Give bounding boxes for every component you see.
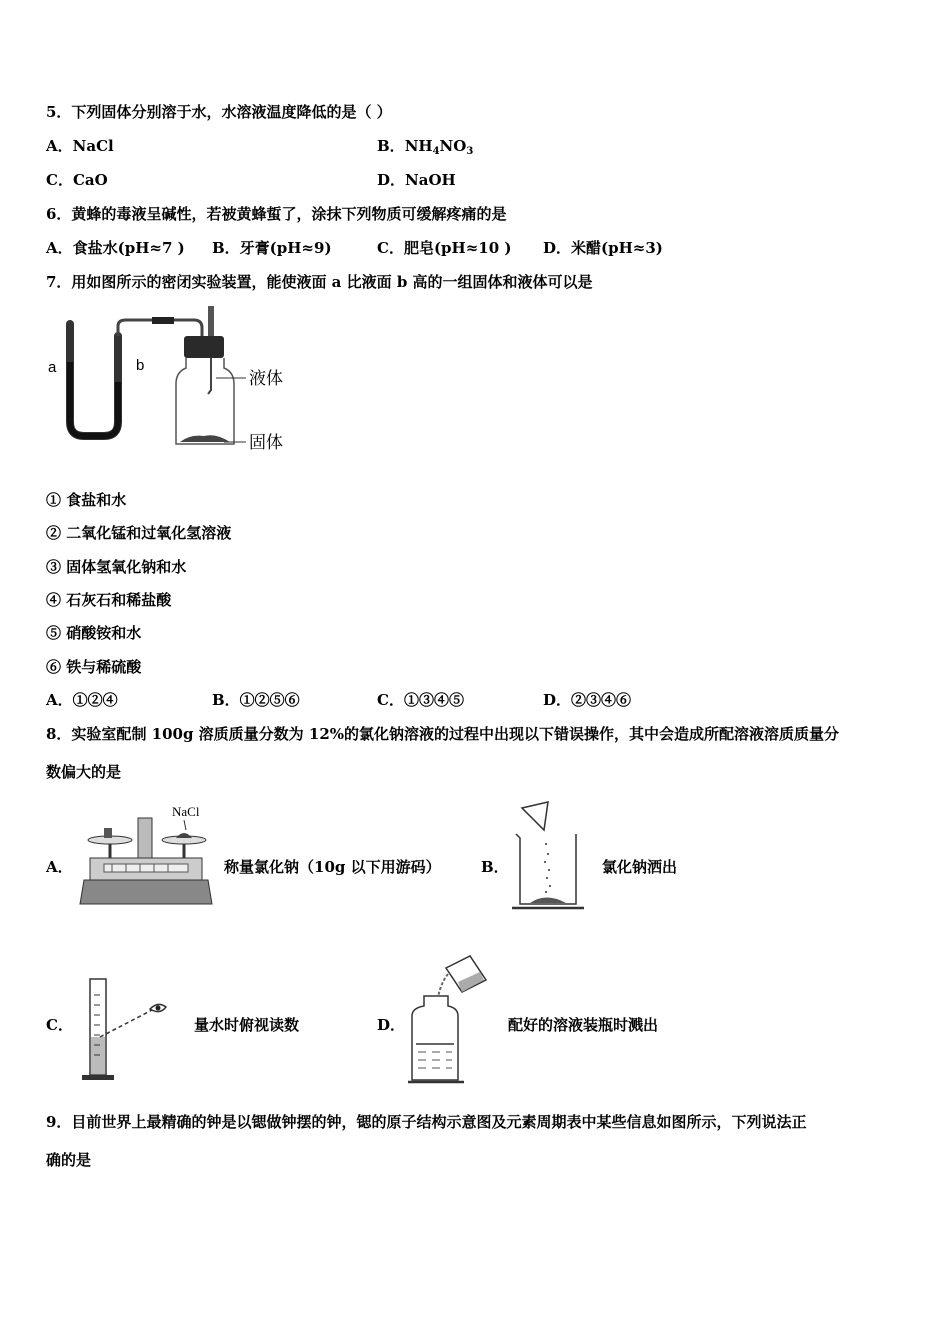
q7-option-a: A．①②④ [46, 691, 118, 709]
q8-stem-line2: 数偏大的是 [46, 763, 122, 781]
q7-item-2: ② 二氧化锰和过氧化氢溶液 [46, 524, 232, 542]
q6-option-c: C．肥皂(pH≈10 ) [377, 239, 512, 257]
q7-option-d: D．②③④⑥ [543, 691, 632, 709]
q5-option-c: C．CaO [46, 171, 108, 189]
q8-option-d-caption: 配好的溶液装瓶时溅出 [508, 1016, 659, 1034]
q8-option-c-letter: C． [46, 1016, 73, 1034]
q8-option-d-letter: D． [377, 1016, 406, 1034]
q7-stem: 7．用如图所示的密闭实验装置，能使液面 a 比液面 b 高的一组固体和液体可以是 [46, 273, 593, 291]
q8-balance-figure [76, 800, 216, 910]
q7-item-4: ④ 石灰石和稀盐酸 [46, 591, 172, 609]
q7-label-liquid: 液体 [249, 369, 283, 389]
q7-label-b: b [136, 357, 145, 374]
q6-option-a: A．食盐水(pH≈7 ) [46, 239, 185, 257]
q7-option-b: B．①②⑤⑥ [212, 691, 300, 709]
q7-apparatus-figure [44, 302, 304, 462]
q8-bottle-pour-figure [406, 952, 496, 1086]
q8-beaker-spill-figure [510, 800, 590, 912]
q9-stem-line2: 确的是 [46, 1151, 92, 1169]
q8-option-b-caption: 氯化钠洒出 [602, 858, 678, 876]
q9-stem-line1: 9．目前世界上最精确的钟是以锶做钟摆的钟，锶的原子结构示意图及元素周期表中某些信息如图所示，下列说法正 [46, 1113, 807, 1131]
q7-item-3: ③ 固体氢氧化钠和水 [46, 558, 187, 576]
q7-label-a: a [48, 359, 57, 376]
q7-option-c: C．①③④⑤ [377, 691, 464, 709]
q8-stem-line1: 8．实验室配制 100g 溶质质量分数为 12%的氯化钠溶液的过程中出现以下错误操作，其中会造成所配溶液溶质质量分 [46, 725, 840, 743]
q6-stem: 6．黄蜂的毒液呈碱性，若被黄蜂蜇了，涂抹下列物质可缓解疼痛的是 [46, 205, 507, 223]
q5-option-b: B．$NH_4NO_3$ [377, 137, 474, 157]
q6-option-d: D．米醋(pH≈3) [543, 239, 663, 257]
q6-option-b: B．牙膏(pH≈9) [212, 239, 332, 257]
q8-nacl-label: NaCl [172, 804, 200, 819]
q5-option-a: A．NaCl [46, 137, 114, 155]
q5-option-d: D．NaOH [377, 171, 456, 189]
q8-option-b-letter: B． [481, 858, 509, 876]
q7-label-solid: 固体 [249, 433, 283, 453]
q5-stem: 5．下列固体分别溶于水，水溶液温度降低的是（ ） [46, 103, 392, 121]
q7-item-1: ① 食盐和水 [46, 491, 127, 509]
q7-item-6: ⑥ 铁与稀硫酸 [46, 658, 142, 676]
q8-cylinder-eye-figure [78, 975, 178, 1085]
q8-option-a-letter: A． [46, 858, 73, 876]
q7-item-5: ⑤ 硝酸铵和水 [46, 624, 142, 642]
q8-option-a-caption: 称量氯化钠（10g 以下用游码） [224, 858, 441, 876]
q8-option-c-caption: 量水时俯视读数 [194, 1016, 300, 1034]
